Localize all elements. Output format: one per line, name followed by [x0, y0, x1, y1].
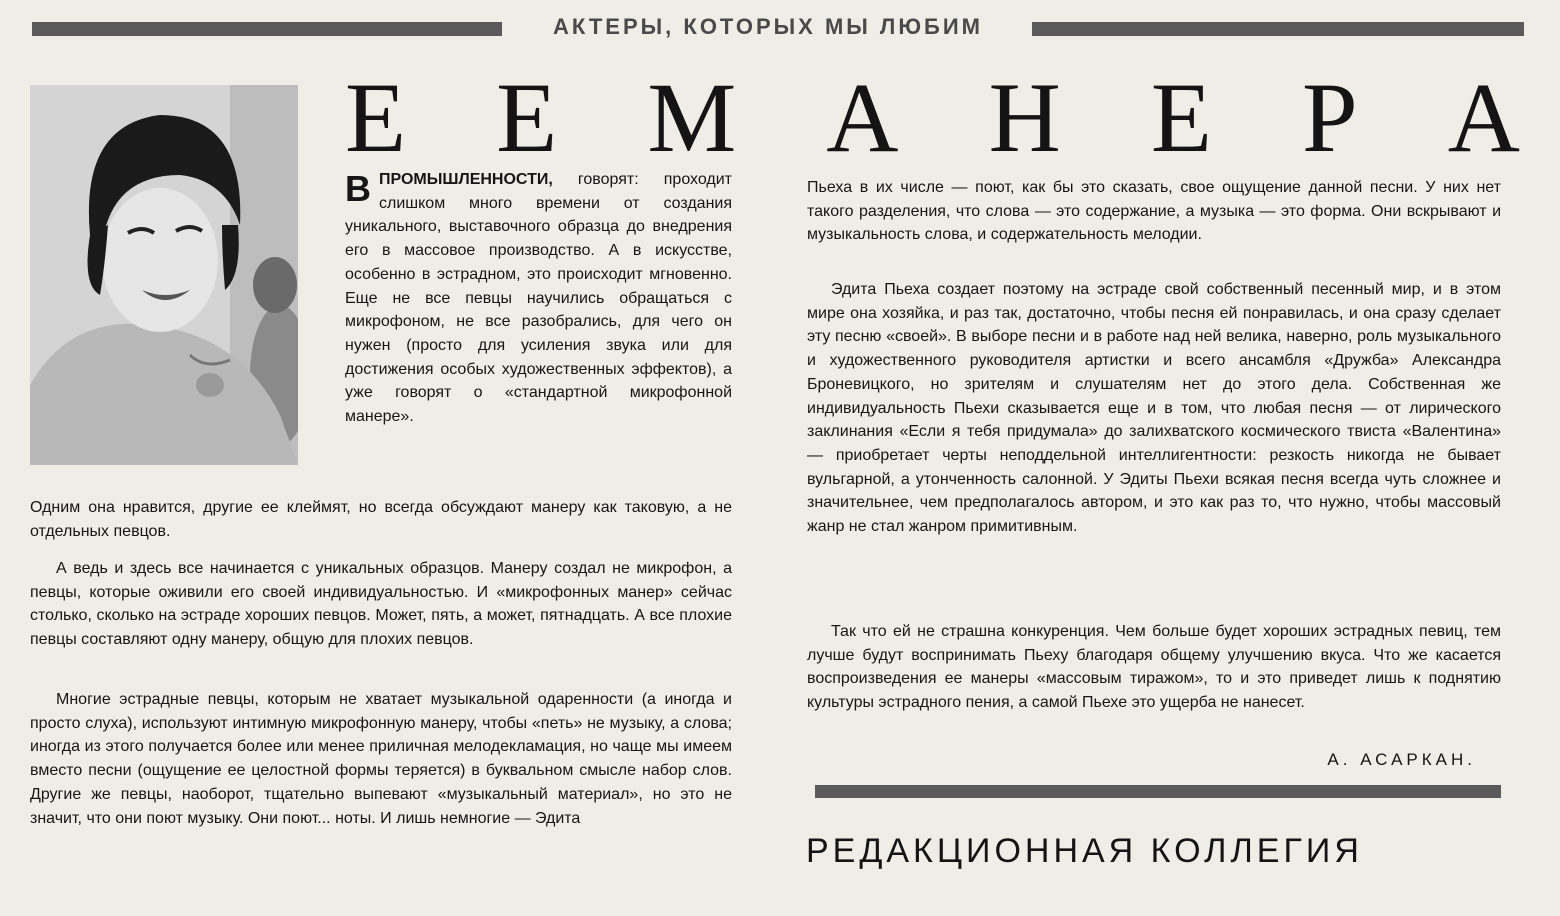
- drop-cap: В: [345, 168, 371, 209]
- title-letter: М: [647, 62, 737, 173]
- article-paragraph-6: Так что ей не страшна конкуренция. Чем больше будет хороших эстрадных певиц, тем лучше будут воспринимать Пьеху благодаря общему улучшению вкуса. Что же касается воспроизведения ее манеры «массовым тиражом», то и это приведет лишь к поднятию культуры эстрадного пения, а самой Пьехе это ущерба не нанесет.: [807, 623, 1501, 712]
- portrait-photo: [30, 85, 298, 465]
- article-paragraph-3: Многие эстрадные певцы, которым не хватает музыкальной одаренности (а иногда и просто слуха), используют интимную микрофонную манеру, чтобы «петь» не музыку, а слова; иногда из этого получается более или менее приличная мелодекламация, но чаще мы имеем вместо песни (ощущение ее целостной формы теряется) в буквальном смысле набор слов. Другие же певцы, наоборот, тщательно выпевают «музыкальный материал», но это не значит, что они поют музыку. Они поют... ноты. И лишь немногие — Эдита: [30, 691, 732, 827]
- title-letter: А: [826, 62, 899, 173]
- lead-text: говорят: проходит слишком много времени от создания уникального, выставочного образца до внедрения его в массовое производство. А в искусстве, особенно в эстрадном, это происходит мгновенно. Еще не все певцы научились обращаться с микрофоном, не все разобрались, для чего он нужен (просто для усиления звука или для достижения особых художественных эффектов), а уже говорят о «стандартной микрофонной манере».: [345, 171, 732, 426]
- lead-caps: ПРОМЫШЛЕННОСТИ,: [379, 171, 553, 188]
- bottom-rule: [815, 785, 1501, 798]
- article-lead-paragraph: [345, 168, 732, 429]
- title-letter: А: [1447, 62, 1520, 173]
- header-rule-left: [32, 22, 502, 36]
- title-letter: Е: [1150, 62, 1212, 173]
- lead-paragraph-continuation: Одним она нравится, другие ее клеймят, но всегда обсуждают манеру как таковую, а не отдельных певцов.: [30, 499, 732, 540]
- article-title: [345, 62, 1520, 173]
- title-letter: Е: [496, 62, 558, 173]
- rubric-heading: АКТЕРЫ, КОТОРЫХ МЫ ЛЮБИМ: [552, 14, 983, 39]
- article-paragraph-2: А ведь и здесь все начинается с уникальных образцов. Манеру создал не микрофон, а певцы, которые оживили его своей индивидуальностью. И «микрофонных манер» сейчас столько, сколько на эстраде хороших певцов. Может, пять, а может, пятнадцать. А все плохие певцы составляют одну манеру, общую для плохих певцов.: [30, 560, 732, 649]
- portrait-illustration: [30, 85, 298, 465]
- section-title: РЕДАКЦИОННАЯ КОЛЛЕГИЯ: [806, 832, 1363, 870]
- title-letter: Р: [1302, 62, 1358, 173]
- article-paragraph-4: Пьеха в их числе — поют, как бы это сказать, свое ощущение данной песни. У них нет такого разделения, что слова — это содержание, а музыка — это форма. Они вскрывают и музыкальность слова, и содержательность мелодии.: [807, 179, 1501, 244]
- title-letter: Н: [988, 62, 1061, 173]
- article-paragraph-5: Эдита Пьеха создает поэтому на эстраде свой собственный песенный мир, и в этом мире она хозяйка, и раз так, достаточно, чтобы песня ей понравилась, и она сразу сделает эту песню «своей». В выборе песни и в работе над ней велика, наверно, роль музыкального и художественного руководителя артистки и всего ансамбля «Дружба» Александра Броневицкого, но зрителям и слушателям нет до этого дела. Собственная же индивидуальность Пьехи сказывается еще и в том, что любая песня — от лирического заклинания «Если я тебя придумала» до залихватского космического твиста «Валентина» — приобретает черты неподдельной интеллигентности: резкость никогда не бывает вульгарной, а утонченность салонной. У Эдиты Пьехи всякая песня всегда чуть сложнее и значительнее, чем предполагалось автором, и это как раз то, что нужно, чтобы массовый жанр не стал жанром примитивным.: [807, 281, 1501, 536]
- header-rule-right: [1032, 22, 1524, 36]
- author-signature: А. АСАРКАН.: [1327, 750, 1476, 769]
- title-letter: Е: [345, 62, 407, 173]
